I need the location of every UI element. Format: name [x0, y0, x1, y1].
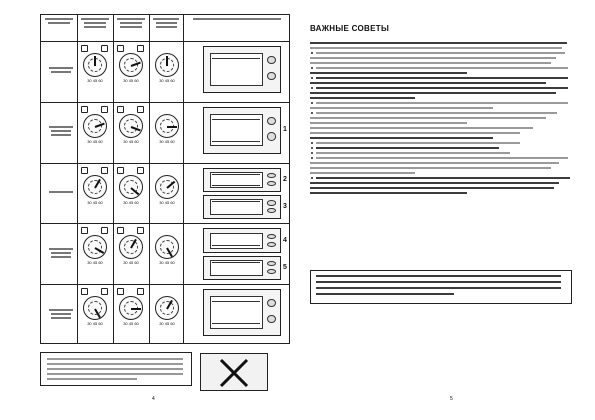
text-line: [310, 107, 493, 109]
dial-pointer: [95, 122, 105, 127]
text-line: [310, 117, 546, 119]
dial-knob: [119, 235, 143, 266]
text-line: [310, 167, 551, 169]
dial-scale: 30 45 60: [123, 260, 139, 266]
dial-scale: 30 45 60: [159, 199, 175, 205]
dial-knob: [83, 114, 107, 144]
text-line: [316, 152, 510, 154]
setting-icon: [117, 45, 124, 52]
column-header: [115, 18, 147, 28]
oven-knob-icon: [267, 234, 276, 239]
table-column-divider: [149, 15, 150, 343]
table-column-divider: [183, 15, 184, 343]
header-text-line: [84, 22, 106, 24]
text-line: [310, 192, 467, 194]
text-line: [310, 72, 467, 74]
warning-text-line: [316, 293, 454, 295]
oven-illustration: [203, 228, 281, 252]
header-text-line: [193, 18, 281, 20]
warning-box: [310, 270, 572, 304]
setting-icon: [81, 227, 88, 234]
oven-knob-icon: [267, 299, 276, 307]
column-header: [43, 18, 75, 24]
text-line: [310, 187, 554, 189]
text-line: [310, 42, 567, 44]
safety-note-box: [40, 352, 192, 386]
right-page: [298, 0, 595, 420]
dial-pointer: [166, 56, 168, 66]
oven-knob-icon: [267, 200, 276, 205]
cross-mark-icon: [219, 358, 249, 388]
column-header: [151, 18, 181, 28]
dial-scale: 30 45 60: [87, 321, 103, 327]
page-number: 4: [152, 396, 155, 402]
heating-element: [212, 245, 261, 246]
dial-knob: [119, 114, 143, 144]
dial-knob: [155, 53, 179, 83]
dial-scale: 30 45 60: [159, 321, 175, 327]
heating-element: [212, 185, 261, 186]
text-line: [316, 177, 570, 179]
header-text-line: [156, 22, 177, 24]
dial-scale: 30 45 60: [87, 199, 103, 205]
oven-knob-icon: [267, 242, 276, 247]
dial-knob: [83, 235, 107, 266]
oven-knob-icon: [267, 269, 276, 274]
dial-pointer: [166, 248, 173, 258]
heating-element: [212, 201, 261, 202]
dial-scale: 30 45 60: [123, 78, 139, 83]
dial-knob: [155, 175, 179, 205]
mode-label: [44, 126, 78, 136]
header-text-line: [156, 26, 177, 28]
dial-scale: 30 45 60: [87, 138, 103, 144]
table-column-divider: [113, 15, 114, 343]
oven-knob-icon: [267, 208, 276, 213]
setting-icon: [137, 106, 144, 113]
mode-label-line: [49, 248, 73, 250]
header-text-line: [120, 22, 142, 24]
header-text-line: [153, 18, 179, 20]
table-header-divider: [41, 41, 289, 42]
heating-element: [212, 174, 261, 175]
text-line: [316, 147, 499, 149]
dial-scale: 30 45 60: [159, 260, 175, 266]
setting-icon: [81, 106, 88, 113]
setting-icon: [137, 288, 144, 295]
dial-pointer: [167, 126, 177, 128]
note-text-line: [47, 368, 183, 370]
heating-element: [212, 262, 261, 263]
dial-knob: [155, 114, 179, 144]
header-text-line: [45, 18, 72, 20]
note-text-line: [47, 363, 183, 365]
oven-illustration: [203, 168, 281, 192]
oven-figure-number: 2: [283, 175, 287, 183]
setting-icon: [101, 106, 108, 113]
heating-element: [212, 141, 261, 142]
text-line: [310, 57, 556, 59]
text-line: [310, 47, 562, 49]
header-text-line: [117, 18, 144, 20]
table-row-divider: [41, 163, 289, 164]
mode-label-line: [51, 134, 71, 136]
oven-illustration: [203, 195, 281, 219]
tips-text: [310, 42, 572, 197]
mode-label-line: [49, 309, 73, 311]
oven-figure-number: 4: [283, 236, 287, 244]
oven-illustration: [203, 46, 281, 93]
dial-scale: 30 45 60: [123, 321, 139, 327]
warning-text-line: [316, 275, 561, 277]
oven-knob-icon: [267, 56, 276, 64]
dial-scale: 30 45 60: [159, 78, 175, 83]
mode-label-line: [51, 130, 71, 132]
setting-icon: [101, 45, 108, 52]
mode-label: [44, 248, 78, 258]
setting-icon: [81, 288, 88, 295]
section-title: ВАЖНЫЕ СОВЕТЫ: [310, 24, 390, 33]
dial-pointer: [94, 56, 96, 66]
mode-label-line: [51, 256, 71, 258]
dial-scale: 30 45 60: [123, 138, 139, 144]
setting-icon: [137, 227, 144, 234]
warning-text-line: [316, 281, 561, 283]
oven-knob-icon: [267, 315, 276, 323]
oven-knob-icon: [267, 72, 276, 80]
header-text-line: [120, 26, 142, 28]
dial-pointer: [94, 178, 101, 188]
dial-knob: [119, 296, 143, 327]
dial-knob: [155, 296, 179, 327]
note-text-line: [47, 378, 137, 380]
heating-element: [212, 58, 261, 59]
dial-pointer: [131, 126, 141, 131]
setting-icon: [117, 288, 124, 295]
text-line: [316, 77, 568, 79]
dial-pointer: [131, 62, 141, 67]
prohibited-dish-illustration: [200, 353, 268, 391]
text-line: [310, 137, 493, 139]
table-row-divider: [41, 102, 289, 103]
oven-knob-icon: [267, 181, 276, 186]
setting-icon: [117, 167, 124, 174]
note-text-line: [47, 373, 183, 375]
column-header: [185, 18, 289, 20]
dial-pointer: [94, 309, 101, 319]
mode-label-line: [49, 191, 73, 193]
oven-illustration: [203, 289, 281, 336]
mode-table: [40, 14, 290, 344]
text-line: [316, 52, 565, 54]
setting-icon: [117, 227, 124, 234]
dial-knob: [119, 53, 143, 83]
setting-icon: [81, 167, 88, 174]
oven-figure-number: 1: [283, 126, 287, 134]
setting-icon: [101, 288, 108, 295]
text-line: [310, 127, 533, 129]
mode-label: [44, 191, 78, 193]
dial-knob: [119, 175, 143, 205]
oven-knob-icon: [267, 173, 276, 178]
dial-pointer: [95, 248, 105, 255]
oven-illustration: [203, 256, 281, 280]
text-line: [310, 162, 559, 164]
warning-text-line: [316, 287, 561, 289]
setting-icon: [137, 167, 144, 174]
mode-label-line: [51, 317, 71, 319]
oven-figure-number: 3: [283, 203, 287, 211]
note-text-line: [47, 358, 183, 360]
setting-icon: [117, 106, 124, 113]
text-line: [316, 87, 568, 89]
mode-label-line: [49, 126, 73, 128]
oven-knob-icon: [267, 261, 276, 266]
mode-label-line: [49, 67, 73, 69]
dial-pointer: [130, 239, 137, 249]
dial-pointer: [166, 180, 175, 188]
dial-knob: [83, 53, 107, 83]
column-header: [79, 18, 111, 28]
header-text-line: [84, 26, 106, 28]
text-line: [316, 112, 557, 114]
dial-knob: [155, 235, 179, 266]
table-row-divider: [41, 223, 289, 224]
text-line: [310, 97, 415, 99]
setting-icon: [101, 167, 108, 174]
text-line: [310, 62, 551, 64]
text-line: [310, 122, 467, 124]
setting-icon: [137, 45, 144, 52]
table-column-divider: [77, 15, 78, 343]
dial-scale: 30 45 60: [87, 260, 103, 266]
dial-knob: [83, 296, 107, 327]
heating-element: [212, 119, 261, 120]
text-line: [310, 92, 556, 94]
text-line: [316, 102, 568, 104]
oven-illustration: [203, 107, 281, 154]
setting-icon: [81, 45, 88, 52]
text-line: [316, 142, 520, 144]
header-text-line: [81, 18, 108, 20]
heating-element: [212, 301, 261, 302]
table-row-divider: [41, 284, 289, 285]
page-number: 5: [450, 396, 453, 402]
oven-knob-icon: [267, 117, 276, 125]
mode-label-line: [51, 313, 71, 315]
mode-label-line: [51, 71, 71, 73]
dial-scale: 30 45 60: [123, 199, 139, 205]
dial-knob: [83, 175, 107, 205]
mode-label: [44, 67, 78, 73]
setting-icon: [101, 227, 108, 234]
text-line: [316, 157, 568, 159]
dial-pointer: [131, 308, 141, 310]
text-line: [310, 82, 546, 84]
text-line: [310, 182, 559, 184]
oven-figure-number: 5: [283, 264, 287, 271]
header-text-line: [48, 22, 70, 24]
dial-pointer: [130, 187, 139, 195]
mode-label: [44, 309, 78, 319]
text-line: [316, 67, 568, 69]
heating-element: [212, 323, 261, 324]
dial-scale: 30 45 60: [159, 138, 175, 144]
mode-label-line: [51, 252, 71, 254]
text-line: [310, 132, 520, 134]
dial-scale: 30 45 60: [87, 78, 103, 83]
oven-knob-icon: [267, 132, 276, 140]
text-line: [310, 172, 415, 174]
dial-pointer: [166, 300, 173, 310]
